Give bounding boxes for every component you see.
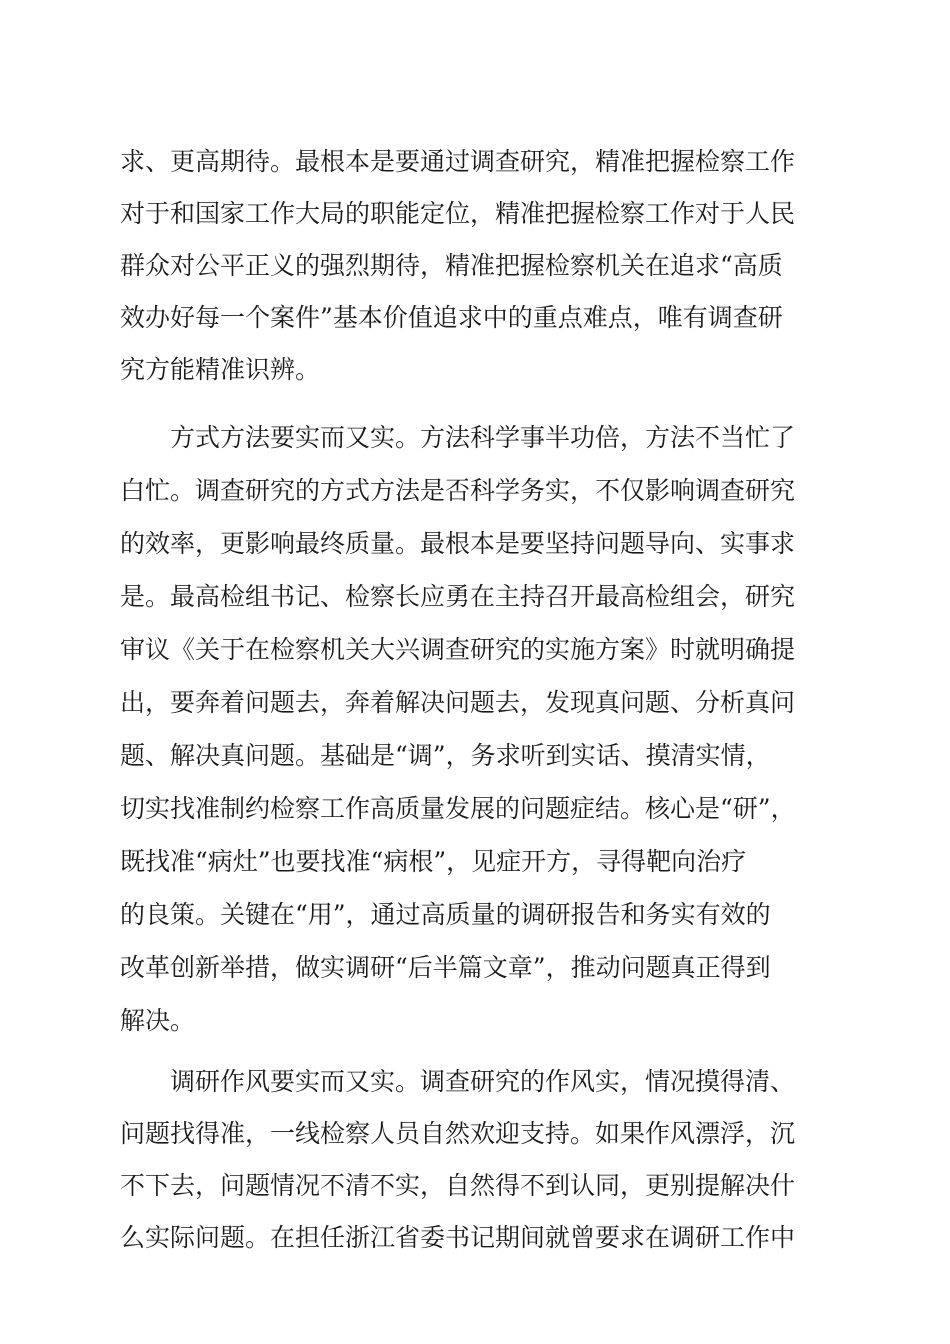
text-line: 的良策。关键在“用”，通过高质量的调研报告和务实有效的 <box>120 900 771 929</box>
text-line: 求、更高期待。最根本是要通过调查研究，精准把握检察工作 <box>120 147 796 176</box>
text-line: 解决。 <box>120 1006 196 1035</box>
text-line: 既找准“病灶”也要找准“病根”，见症开方，寻得靶向治疗 <box>120 847 747 876</box>
text-line: 审议《关于在检察机关大兴调查研究的实施方案》时就明确提 <box>120 635 796 664</box>
text-line: 白忙。调查研究的方式方法是否科学务实，不仅影响调查研究 <box>120 476 796 505</box>
text-line: 题、解决真问题。基础是“调”，务求听到实话、摸清实情， <box>120 741 771 770</box>
text-line: 出，要奔着问题去，奔着解决问题去，发现真问题、分析真问 <box>120 688 796 717</box>
text-line: 对于和国家工作大局的职能定位，精准把握检察工作对于人民 <box>120 199 796 228</box>
text-line: 么实际问题。在担任浙江省委书记期间就曾要求在调研工作中 <box>120 1223 796 1252</box>
text-line: 改革创新举措，做实调研“后半篇文章”，推动问题真正得到 <box>120 953 771 982</box>
text-line: 究方能精准识辨。 <box>120 355 321 384</box>
text-line: 不下去，问题情况不清不实，自然得不到认同，更别提解决什 <box>120 1171 796 1200</box>
text-line: 方式方法要实而又实。方法科学事半功倍，方法不当忙了 <box>120 423 796 452</box>
text-line: 的效率，更影响最终质量。最根本是要坚持问题导向、实事求 <box>120 529 796 558</box>
text-line: 调研作风要实而又实。调查研究的作风实，情况摸得清、 <box>120 1067 796 1096</box>
text-line: 问题找得准，一线检察人员自然欢迎支持。如果作风漂浮，沉 <box>120 1119 796 1148</box>
text-line: 切实找准制约检察工作高质量发展的问题症结。核心是“研”， <box>120 794 796 823</box>
text-line: 是。最高检组书记、检察长应勇在主持召开最高检组会，研究 <box>120 582 796 611</box>
text-line: 群众对公平正义的强烈期待，精准把握检察机关在追求“高质 <box>120 251 783 280</box>
text-line: 效办好每一个案件”基本价值追求中的重点难点，唯有调查研 <box>120 303 783 332</box>
